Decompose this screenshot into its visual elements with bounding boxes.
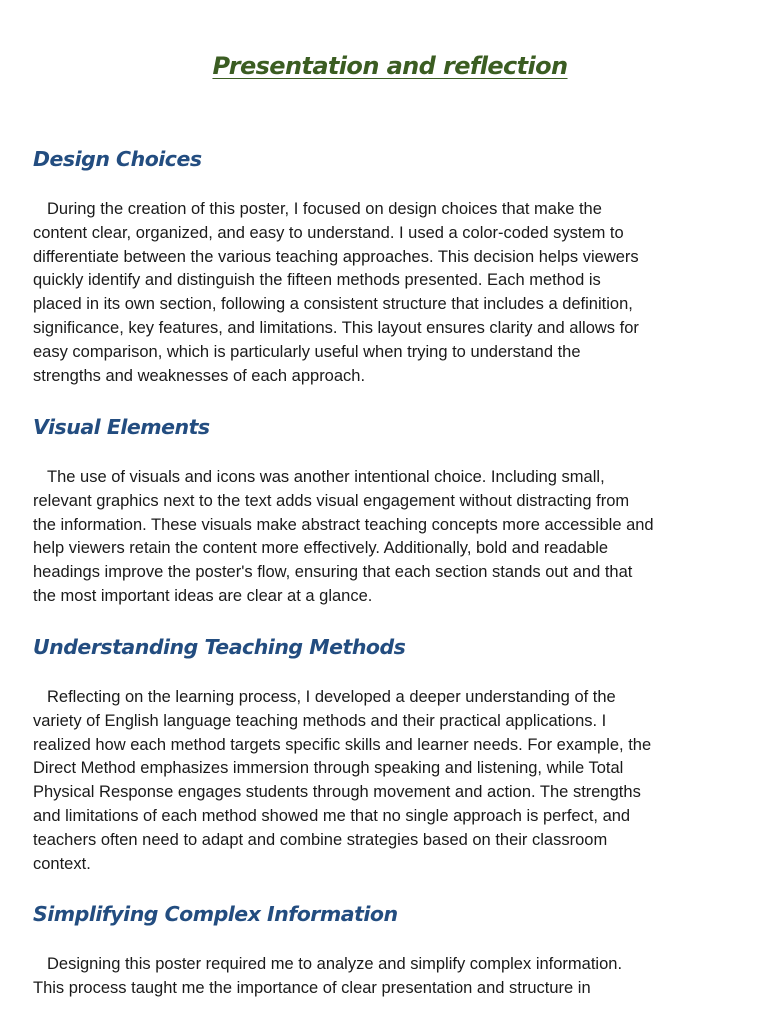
paragraph-visual-elements [33, 466, 745, 609]
paragraph-line: Designing this poster required me to analyze and simplify complex information. [47, 955, 623, 973]
paragraph-line: teachers often need to adapt and combine strategies based on their classroom [33, 830, 608, 849]
section-heading-visual-elements: Visual Elements [33, 415, 210, 439]
paragraph-line: variety of English language teaching methods and their practical applications. I [33, 711, 607, 730]
paragraph-line: placed in its own section, following a consistent structure that includes a definition, [33, 295, 633, 314]
paragraph-line: content clear, organized, and easy to understand. I used a color-coded system to [33, 223, 624, 242]
paragraph-understanding-teaching-methods [33, 686, 745, 876]
paragraph-line: the information. These visuals make abstract teaching concepts more accessible and [33, 515, 654, 534]
section-heading-understanding-teaching-methods: Understanding Teaching Methods [33, 635, 406, 659]
paragraph-line: easy comparison, which is particularly useful when trying to understand the [33, 342, 581, 361]
paragraph-line: quickly identify and distinguish the fifteen methods presented. Each method is [33, 271, 601, 290]
paragraph-design-choices [33, 198, 745, 388]
paragraph-line: help viewers retain the content more effectively. Additionally, bold and readable [33, 539, 609, 558]
paragraph-line: Physical Response engages students through movement and action. The strengths [33, 783, 641, 802]
paragraph-line: headings improve the poster's flow, ensuring that each section stands out and that [33, 563, 633, 582]
paragraph-line: and limitations of each method showed me that no single approach is perfect, and [33, 806, 631, 825]
section-heading-design-choices: Design Choices [33, 147, 202, 171]
paragraph-line: Direct Method emphasizes immersion through speaking and listening, while Total [33, 759, 624, 778]
paragraph-line: significance, key features, and limitations. This layout ensures clarity and allows for [33, 318, 639, 337]
paragraph-line: During the creation of this poster, I focused on design choices that make the [47, 200, 602, 218]
paragraph-line: The use of visuals and icons was another intentional choice. Including small, [47, 468, 605, 486]
page-title: Presentation and reflection [212, 52, 568, 80]
paragraph-line: context. [33, 854, 91, 873]
paragraph-line: Reflecting on the learning process, I developed a deeper understanding of the [47, 688, 616, 706]
section-heading-simplifying-complex-information: Simplifying Complex Information [33, 902, 398, 926]
paragraph-line: This process taught me the importance of clear presentation and structure in [33, 978, 591, 997]
paragraph-line: strengths and weaknesses of each approach. [33, 366, 366, 385]
paragraph-line: realized how each method targets specific skills and learner needs. For example, the [33, 735, 652, 754]
paragraph-line: relevant graphics next to the text adds visual engagement without distracting from [33, 491, 630, 510]
paragraph-simplifying-complex-information [33, 953, 745, 1001]
paragraph-line: differentiate between the various teaching approaches. This decision helps viewers [33, 247, 639, 266]
paragraph-line: the most important ideas are clear at a glance. [33, 586, 373, 605]
